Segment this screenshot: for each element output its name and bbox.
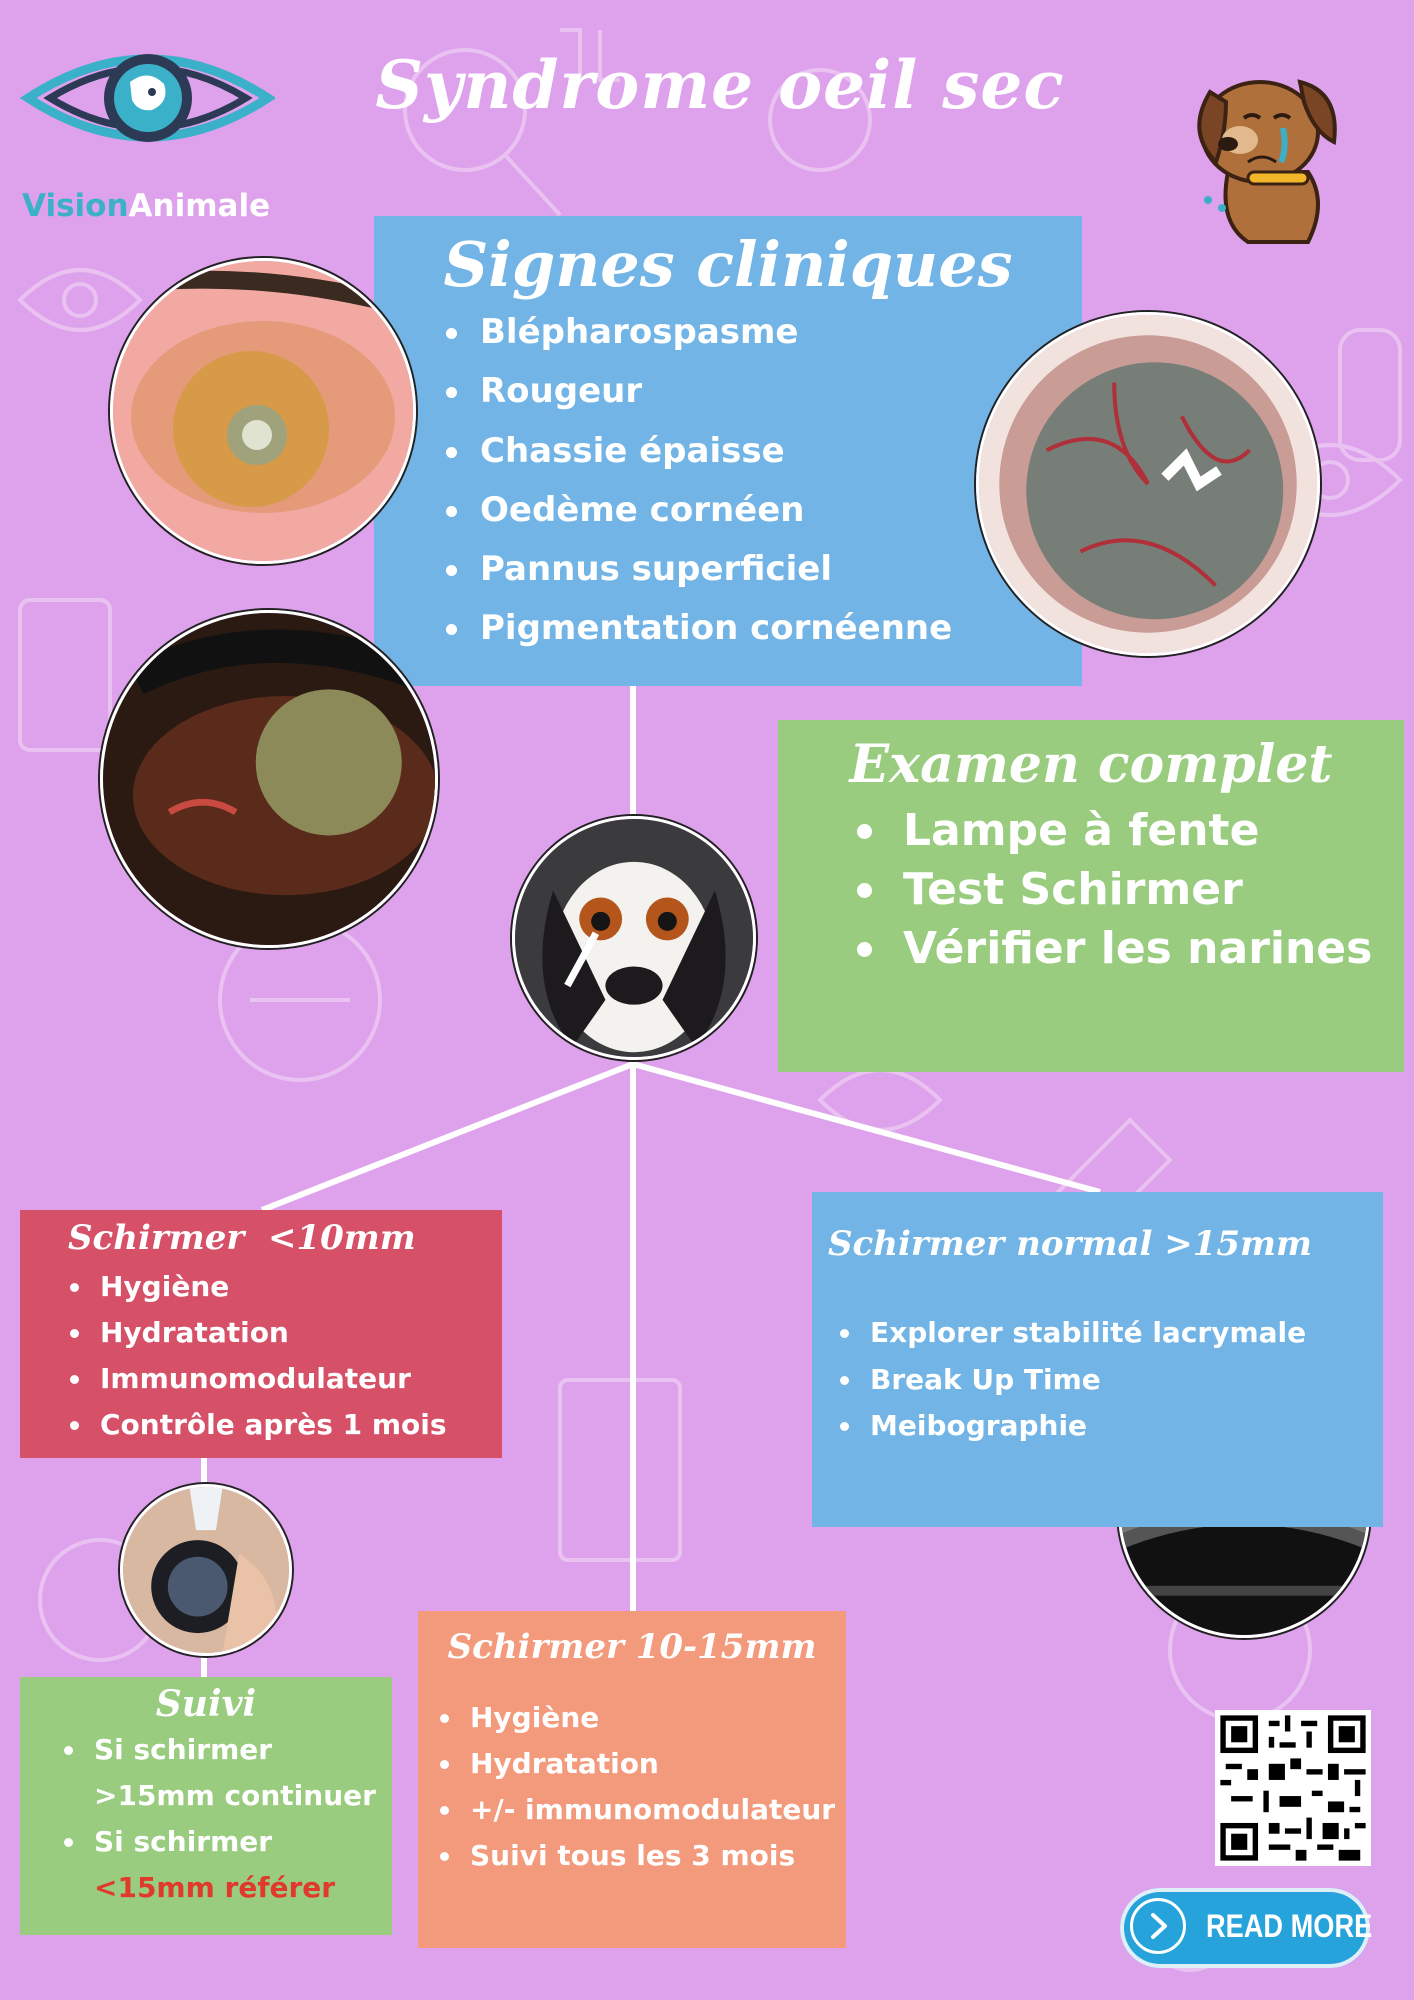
list-item: Vérifier les narines	[903, 919, 1404, 978]
list-item	[94, 1727, 392, 1819]
read-more-label: READ MORE	[1206, 1908, 1373, 1944]
follow-up-list	[20, 1727, 392, 1911]
schirmer-mid-box	[418, 1611, 846, 1948]
follow-up-item-1-line-1: Si schirmer	[94, 1733, 273, 1766]
schirmer-low-title: Schirmer <10mm	[68, 1218, 416, 1258]
list-item: Hygiène	[100, 1264, 502, 1310]
page-title: Syndrome oeil sec	[375, 46, 1065, 124]
chevron-right-icon	[1130, 1898, 1186, 1954]
list-item: Pannus superficiel	[480, 540, 1082, 599]
eye-photo-corneal-edema	[110, 258, 416, 564]
list-item: Lampe à fente	[903, 801, 1404, 860]
brand-name-part1: Vision	[22, 188, 129, 224]
clinical-signs-title: Signes cliniques	[443, 228, 1013, 301]
follow-up-box	[20, 1677, 392, 1935]
list-item: Immunomodulateur	[100, 1356, 502, 1402]
full-exam-box	[778, 720, 1404, 1072]
schirmer-mid-title: Schirmer 10-15mm	[447, 1627, 817, 1667]
list-item: Rougeur	[480, 362, 1082, 421]
list-item: Hygiène	[470, 1695, 846, 1741]
follow-up-title: Suivi	[155, 1683, 257, 1725]
brand-name	[22, 188, 270, 224]
schirmer-normal-list	[812, 1310, 1383, 1450]
full-exam-title: Examen complet	[849, 734, 1333, 795]
follow-up-referral-warning: <15mm référer	[94, 1871, 336, 1904]
list-item	[94, 1819, 392, 1911]
list-item: Pigmentation cornéenne	[480, 599, 1082, 658]
list-item: Meibographie	[870, 1403, 1383, 1450]
list-item: Break Up Time	[870, 1357, 1383, 1404]
eye-photo-pigmentation	[100, 610, 438, 948]
follow-up-item-2-line-1: Si schirmer	[94, 1825, 273, 1858]
list-item: Contrôle après 1 mois	[100, 1402, 502, 1448]
list-item: Hydratation	[470, 1741, 846, 1787]
schirmer-low-box	[20, 1210, 502, 1458]
schirmer-mid-list	[418, 1695, 846, 1879]
schirmer-normal-box	[812, 1192, 1383, 1527]
brand-name-part2: Animale	[128, 188, 271, 224]
dog-photo-cavalier	[512, 816, 756, 1060]
follow-up-item-1-line-2: >15mm continuer	[94, 1779, 376, 1812]
list-item: Test Schirmer	[903, 860, 1404, 919]
eye-drop-photo	[120, 1484, 292, 1656]
eye-photo-vascularized-cornea	[976, 312, 1320, 656]
list-item: Chassie épaisse	[480, 422, 1082, 481]
schirmer-low-list	[20, 1264, 502, 1448]
full-exam-list	[778, 801, 1404, 978]
qr-code-icon[interactable]	[1215, 1710, 1371, 1866]
list-item: Suivi tous les 3 mois	[470, 1833, 846, 1879]
read-more-button[interactable]	[1120, 1888, 1373, 1968]
list-item: +/- immunomodulateur	[470, 1787, 846, 1833]
schirmer-normal-title: Schirmer normal >15mm	[828, 1224, 1312, 1264]
clinical-signs-box	[374, 216, 1082, 686]
list-item: Hydratation	[100, 1310, 502, 1356]
list-item: Blépharospasme	[480, 303, 1082, 362]
list-item: Explorer stabilité lacrymale	[870, 1310, 1383, 1357]
list-item: Oedème cornéen	[480, 481, 1082, 540]
crying-dog-icon	[1188, 52, 1348, 252]
